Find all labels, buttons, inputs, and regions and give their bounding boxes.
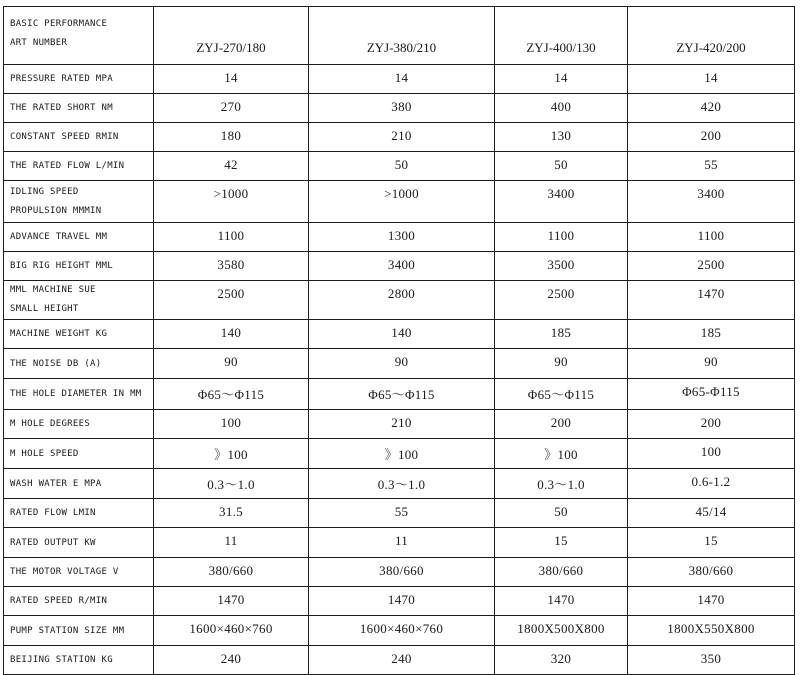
value-cell: 11: [154, 528, 309, 558]
value-cell: 2500: [495, 281, 628, 320]
value-cell: 1600×460×760: [309, 616, 495, 646]
table-row: [4, 439, 795, 469]
value-cell: 55: [628, 152, 795, 181]
value-cell: 350: [628, 646, 795, 675]
row-label-line: CONSTANT SPEED RMIN: [10, 132, 119, 142]
row-label-line: ADVANCE TRAVEL MM: [10, 232, 108, 242]
value-cell: >1000: [309, 181, 495, 223]
value-cell: 3400: [495, 181, 628, 223]
row-label: [4, 439, 154, 469]
value-cell: 0.3～1.0: [309, 469, 495, 499]
row-label: [4, 65, 154, 94]
value-cell: 15: [495, 528, 628, 558]
row-label-line: THE MOTOR VOLTAGE V: [10, 567, 119, 577]
row-label: [4, 528, 154, 558]
row-label-line: THE NOISE DB (A): [10, 358, 102, 369]
row-label-line: PROPULSION MMMIN: [10, 205, 102, 216]
row-label: [4, 152, 154, 181]
value-cell: 1470: [495, 587, 628, 616]
value-cell: Φ65-Φ115: [628, 379, 795, 410]
row-label: [4, 410, 154, 439]
value-cell: 50: [309, 152, 495, 181]
row-label-line: PRESSURE RATED MPA: [10, 74, 113, 84]
table-row: [4, 587, 795, 616]
table-row: [4, 469, 795, 499]
value-cell: 100: [154, 410, 309, 439]
value-cell: 1300: [309, 223, 495, 252]
table-row: [4, 281, 795, 320]
value-cell: 0.3～1.0: [154, 469, 309, 499]
table-row: [4, 646, 795, 675]
value-cell: 0.6-1.2: [628, 469, 795, 499]
value-cell: 1470: [309, 587, 495, 616]
table-row: [4, 410, 795, 439]
value-cell: 140: [154, 320, 309, 349]
value-cell: 2800: [309, 281, 495, 320]
value-cell: 》100: [154, 439, 309, 469]
value-cell: 14: [154, 65, 309, 94]
row-label-line: RATED SPEED R/MIN: [10, 596, 108, 606]
row-label-line: M HOLE DEGREES: [10, 419, 91, 429]
row-label-line: RATED FLOW LMIN: [10, 508, 96, 518]
value-cell: 200: [495, 410, 628, 439]
row-label-line: WASH WATER E MPA: [10, 478, 102, 489]
row-label: [4, 499, 154, 528]
value-cell: 45/14: [628, 499, 795, 528]
value-cell: 380/660: [154, 558, 309, 587]
value-cell: 0.3～1.0: [495, 469, 628, 499]
table-row: [4, 499, 795, 528]
value-cell: Φ65～Φ115: [309, 379, 495, 410]
value-cell: 》100: [309, 439, 495, 469]
value-cell: 》100: [495, 439, 628, 469]
row-label-line: BIG RIG HEIGHT MML: [10, 261, 113, 271]
value-cell: 1470: [628, 587, 795, 616]
value-cell: Φ65～Φ115: [495, 379, 628, 410]
table-row: [4, 349, 795, 379]
table-row: [4, 223, 795, 252]
table-row: [4, 379, 795, 410]
row-label-line: RATED OUTPUT KW: [10, 537, 96, 548]
value-cell: 3400: [309, 252, 495, 281]
value-cell: 1470: [154, 587, 309, 616]
value-cell: 240: [154, 646, 309, 675]
value-cell: 1470: [628, 281, 795, 320]
value-cell: 90: [154, 349, 309, 379]
value-cell: 1100: [154, 223, 309, 252]
value-cell: 3400: [628, 181, 795, 223]
value-cell: 14: [309, 65, 495, 94]
table-row: [4, 65, 795, 94]
value-cell: 50: [495, 152, 628, 181]
header-label-cell: [4, 7, 154, 65]
value-cell: 90: [309, 349, 495, 379]
table-row: [4, 181, 795, 223]
table-row: [4, 558, 795, 587]
model-header: ZYJ-380/210: [309, 7, 495, 65]
value-cell: 320: [495, 646, 628, 675]
row-label-line: THE HOLE DIAMETER IN MM: [10, 389, 142, 399]
value-cell: 42: [154, 152, 309, 181]
table-row: [4, 616, 795, 646]
table-row: [4, 252, 795, 281]
value-cell: 380/660: [628, 558, 795, 587]
row-label-line: SMALL HEIGHT: [10, 304, 79, 314]
row-label: [4, 281, 154, 320]
row-label: [4, 616, 154, 646]
value-cell: 380: [309, 94, 495, 123]
row-label: [4, 558, 154, 587]
value-cell: 14: [495, 65, 628, 94]
row-label-line: THE RATED FLOW L/MIN: [10, 161, 125, 171]
row-label: [4, 223, 154, 252]
value-cell: 200: [628, 410, 795, 439]
table-row: [4, 123, 795, 152]
value-cell: 3500: [495, 252, 628, 281]
row-label: [4, 94, 154, 123]
value-cell: 1600×460×760: [154, 616, 309, 646]
value-cell: 140: [309, 320, 495, 349]
value-cell: 90: [628, 349, 795, 379]
value-cell: 1100: [628, 223, 795, 252]
value-cell: 1800X500X800: [495, 616, 628, 646]
value-cell: 210: [309, 123, 495, 152]
row-label: [4, 320, 154, 349]
value-cell: 1100: [495, 223, 628, 252]
table-row: [4, 152, 795, 181]
table-row: [4, 528, 795, 558]
value-cell: 1800X550X800: [628, 616, 795, 646]
value-cell: 420: [628, 94, 795, 123]
table-row: [4, 94, 795, 123]
row-label-line: IDLING SPEED: [10, 186, 79, 197]
row-label-line: MML MACHINE SUE: [10, 285, 96, 295]
row-label: [4, 469, 154, 499]
model-header: ZYJ-400/130: [495, 7, 628, 65]
row-label: [4, 379, 154, 410]
row-label-line: M HOLE SPEED: [10, 448, 79, 459]
value-cell: 185: [628, 320, 795, 349]
row-label-line: MACHINE WEIGHT KG: [10, 329, 108, 339]
value-cell: 15: [628, 528, 795, 558]
value-cell: 185: [495, 320, 628, 349]
row-label-line: PUMP STATION SIZE MM: [10, 625, 125, 636]
value-cell: Φ65～Φ115: [154, 379, 309, 410]
value-cell: 2500: [628, 252, 795, 281]
table-row: [4, 320, 795, 349]
value-cell: >1000: [154, 181, 309, 223]
value-cell: 270: [154, 94, 309, 123]
value-cell: 55: [309, 499, 495, 528]
value-cell: 210: [309, 410, 495, 439]
value-cell: 380/660: [495, 558, 628, 587]
row-label: [4, 587, 154, 616]
row-label: [4, 252, 154, 281]
value-cell: 400: [495, 94, 628, 123]
value-cell: 11: [309, 528, 495, 558]
value-cell: 380/660: [309, 558, 495, 587]
row-label-line: BEIJING STATION KG: [10, 655, 113, 665]
row-label: [4, 349, 154, 379]
header-line-basic-performance: BASIC PERFORMANCE: [10, 19, 108, 29]
spec-table: [3, 6, 795, 675]
row-label: [4, 646, 154, 675]
model-header: ZYJ-420/200: [628, 7, 795, 65]
row-label: [4, 123, 154, 152]
value-cell: 100: [628, 439, 795, 469]
value-cell: 14: [628, 65, 795, 94]
header-line-art-number: ART NUMBER: [10, 38, 68, 48]
value-cell: 240: [309, 646, 495, 675]
value-cell: 180: [154, 123, 309, 152]
row-label-line: THE RATED SHORT NM: [10, 103, 113, 113]
row-label: [4, 181, 154, 223]
model-header: ZYJ-270/180: [154, 7, 309, 65]
value-cell: 130: [495, 123, 628, 152]
value-cell: 2500: [154, 281, 309, 320]
value-cell: 50: [495, 499, 628, 528]
value-cell: 200: [628, 123, 795, 152]
value-cell: 90: [495, 349, 628, 379]
value-cell: 31.5: [154, 499, 309, 528]
header-row: [4, 7, 795, 65]
value-cell: 3580: [154, 252, 309, 281]
